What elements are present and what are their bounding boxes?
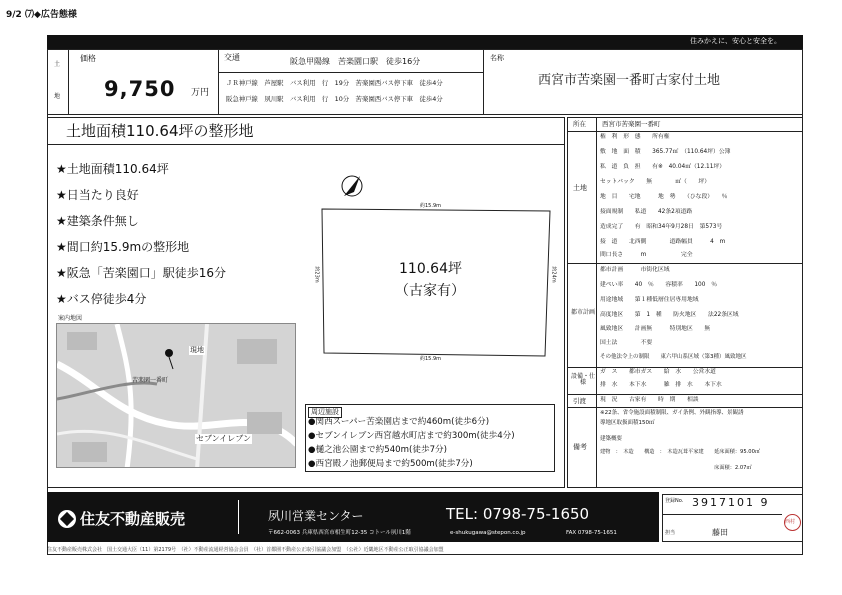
price-value: 9,750 (104, 77, 176, 101)
footer-divider (238, 500, 239, 534)
name-label: 名称 (490, 54, 504, 62)
lot-dim-top: 約15.9m (420, 203, 442, 209)
office-fax: FAX 0798-75-1651 (566, 530, 617, 536)
catch-copy: 住みかえに、安心と安全を。 (690, 37, 781, 45)
feature-6: ★バス停徒歩4分 (56, 292, 147, 306)
land-row-3: 私 道 負 担 有※ 40.04㎡（12.11坪） (600, 164, 726, 170)
price-unit: 万円 (191, 88, 210, 98)
north-arrow-icon (342, 176, 362, 196)
spec-facilities-end (567, 394, 803, 395)
lot-dim-left: 約23m (313, 266, 320, 283)
office-address: 〒662-0063 兵庫県西宮市相生町12-35 コトール夙川1階 (268, 530, 411, 536)
registration-number: 3917101 9 (692, 496, 770, 509)
land-row-9: 間口長さ m 完全 (600, 252, 693, 258)
nearby-item-4: ●西宮殿ノ池郵便局まで約500m(徒歩7分) (308, 459, 473, 469)
remarks-row-1: ※22条、省令施設面積制限、ガイ条例、外観指導、景観誘 (600, 410, 744, 416)
access-main: 阪急甲陽線 苦楽園口駅 徒歩16分 (290, 57, 421, 66)
handover-row: 現 況 古家有 時 期 相談 (600, 397, 699, 403)
owner-stamp-text: 西村 (785, 519, 796, 525)
fine-print: 住友不動産販売株式会社 国土交通大臣（11）第2179号 （社）不動産流通経営協会会員 （社）首都圏不動産公正取引協議会加盟 （公社）近畿地区不動産公正取引協議会加盟 (47, 547, 444, 553)
side-mark-top: 土 (54, 61, 61, 68)
office-tel: TEL: 0798-75-1650 (446, 505, 590, 523)
property-name: 西宮市苦楽園一番町古家付土地 (538, 73, 721, 88)
registration-divider (662, 514, 782, 515)
nearby-item-1: ●関西スーパー苦楽園店まで約460m(徒歩6分) (308, 417, 490, 427)
urban-row-2: 建ぺい率 40 ％ 容積率 100 ％ (600, 282, 717, 288)
land-label: 土地 (573, 184, 587, 192)
price-label: 価格 (80, 54, 96, 63)
feature-4: ★間口約15.9mの整形地 (56, 240, 190, 254)
map-label: 案内地図 (58, 315, 83, 322)
spec-handover-end (567, 407, 803, 408)
feature-3: ★建築条件無し (56, 214, 139, 228)
lot-area: 110.64坪 (399, 261, 462, 277)
urban-row-7: その他法令上の制限 東六甲山系区域（第3種）風致地区 (600, 354, 747, 360)
location-value: 西宮市苦楽園一番町 (602, 120, 661, 128)
access-line-2: 阪急神戸線 夙川駅 バス利用 行 10分 苦楽園西バス停下車 徒歩4分 (226, 95, 443, 103)
handover-label: 引渡 (573, 397, 586, 405)
remarks-row-2: 導地区取扱面積150㎡ (600, 420, 655, 426)
headline: 土地面積110.64坪の整形地 (66, 122, 254, 140)
map-store-label: セブンイレブン (196, 434, 251, 443)
feature-2: ★日当たり良好 (56, 188, 139, 202)
lot-note: （古家有） (395, 283, 465, 299)
urban-row-3: 用途地域 第１種低層住居専用地域 (600, 297, 699, 303)
office-email: e-shukugawa@stepon.co.jp (450, 530, 526, 536)
nearby-title: 周辺施設 (308, 407, 342, 418)
lot-dim-right: 約24m (550, 266, 557, 283)
urban-row-6: 国土法 不要 (600, 340, 653, 346)
land-row-2: 敷 地 面 積 365.77㎡ （110.64坪）公簿 (600, 149, 731, 155)
page-header-label: 9/2 ⑺◆広告態様 (6, 10, 77, 20)
land-row-7: 造成完了 有 昭和34年9月28日 第573号 (600, 224, 723, 230)
spec-label-column (567, 117, 597, 488)
land-row-6: 接面規制 私道 42条2項道路 (600, 209, 693, 215)
nearby-item-3: ●樋之池公園まで約540m(徒歩7分) (308, 445, 447, 455)
company-name: 住友不動産販売 (80, 510, 186, 528)
remarks-row-4: 建物 ： 木造 構造 ： 木造瓦葺平家建 延床面積：95.00㎡ (600, 449, 761, 455)
side-mark-bottom: 地 (54, 93, 61, 100)
area-map (56, 323, 296, 468)
owner-name: 藤田 (712, 528, 728, 537)
spec-row-location (567, 131, 803, 132)
land-row-1: 権 利 形 態 所有権 (600, 134, 670, 140)
feature-1: ★土地面積110.64坪 (56, 162, 169, 176)
office-name: 夙川営業センター (268, 509, 364, 523)
urban-label: 都市計画 (570, 309, 595, 316)
land-row-5: 地 目 宅地 地 勢 （ひな段） ％ (600, 194, 728, 200)
access-line-1: ＪＲ神戸線 芦屋駅 バス利用 行 19分 苦楽園西バス停下車 徒歩4分 (226, 79, 443, 87)
urban-row-4: 高度地区 第 1 種 防火地区 法22条区域 (600, 312, 739, 318)
remarks-label: 備考 (573, 443, 587, 451)
spec-urban-end (567, 367, 803, 368)
land-row-8: 接 道 北西側 道路幅員 4 m (600, 239, 726, 245)
urban-row-5: 風致地区 計画無 特別地区 無 (600, 326, 711, 332)
location-label: 所在 (573, 120, 586, 128)
registration-label: 登録No. (665, 498, 684, 504)
facilities-row-1: ガ ス 都市ガス 給 水 公営水道 (600, 369, 716, 375)
facilities-label: 設備・仕様 (570, 373, 595, 386)
feature-5: ★阪急「苦楽園口」駅徒歩16分 (56, 266, 227, 280)
map-road-label: 苦楽園一番町 (132, 377, 169, 384)
facilities-row-2: 排 水 本下水 雑 排 水 本下水 (600, 382, 722, 388)
map-site-label: 現地 (190, 346, 204, 354)
lot-dim-bottom: 約15.9m (420, 356, 442, 362)
spec-land-end (567, 263, 803, 264)
owner-label: 担当 (665, 530, 676, 536)
urban-row-1: 都市計画 市街化区域 (600, 267, 670, 273)
remarks-row-5: 床面積：2.07㎡ (600, 465, 752, 471)
remarks-row-3: 建築概要 (600, 436, 623, 442)
company-logo-icon (58, 510, 76, 528)
access-label: 交通 (224, 53, 240, 62)
land-row-4: セットバック 無 ㎡（ 坪） (600, 179, 711, 185)
nearby-item-2: ●セブンイレブン西宮越水町店まで約300m(徒歩4分) (308, 431, 515, 441)
